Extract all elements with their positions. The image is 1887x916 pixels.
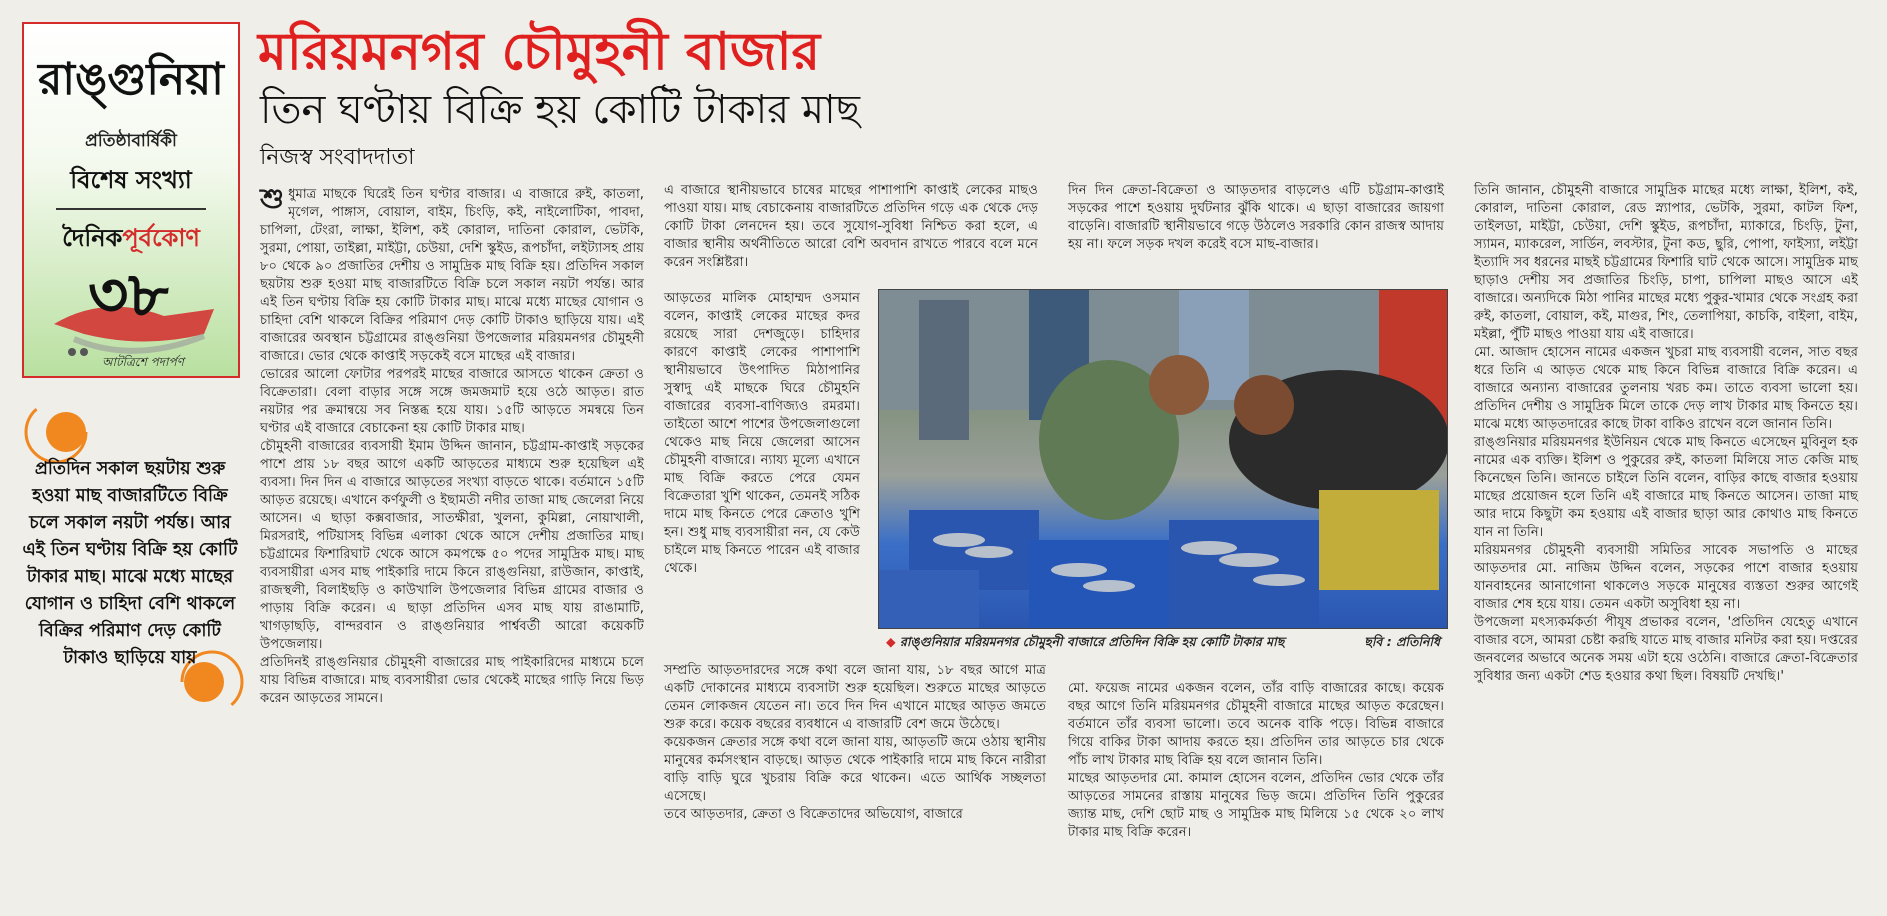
subheadline: তিন ঘণ্টায় বিক্রি হয় কোটি টাকার মাছ <box>260 87 860 133</box>
article-column-2-top <box>664 182 1038 272</box>
caption-text: রাঙ্গুনিয়ার মরিয়মনগর চৌমুহনী বাজারে প্রতিদিন বিক্রি হয় কোটি টাকার মাছ <box>899 634 1285 649</box>
fish-market-illustration <box>879 290 1447 628</box>
paragraph: মরিয়মনগর চৌমুহনী ব্যবসায়ী সমিতির সাবেক সভাপতি ও মাছের আড়তদার মো. নাজিম উদ্দিন বলেন, সড়কের পাশে বাজার হওয়ায় যানবাহনের আনাগোনা থাকলেও সড়কে মানুষের ব্যস্ততা শুরুর আগেই বাজার শেষ হয়ে যায়। তেমন একটা অসুবিধা হয় না। <box>1474 543 1858 612</box>
anniversary-number: ৩৮ <box>88 258 169 331</box>
pull-quote: প্রতিদিন সকাল ছয়টায় শুরু হওয়া মাছ বাজারটিতে বিক্রি চলে সকাল নয়টা পর্যন্ত। আর এই তিন ঘণ্টায় বিক্রি হয় কোটি টাকার মাছ। মাঝে মধ্যে মাছের যোগান ও চাহিদা বেশি থাকলে বিক্রির পরিমাণ দেড় কোটি টাকাও ছাড়িয়ে যায় <box>22 459 238 668</box>
paragraph <box>260 182 644 366</box>
drop-cap: শু <box>260 182 285 215</box>
article-column-2-middle <box>664 290 860 578</box>
headline: মরিয়মনগর চৌমুহনী বাজার <box>258 22 821 82</box>
photo-caption <box>886 634 1446 654</box>
sidebar-subtitle-anniversary: প্রতিষ্ঠাবার্ষিকী <box>85 131 177 151</box>
anniversary-box <box>22 22 240 378</box>
paragraph: উপজেলা মৎস্যকর্মকর্তা পীযূষ প্রভাকর বলেন, 'প্রতিদিন যেহেতু এখানে বাজার বসে, আমরা চেষ্টা করছি যাতে মাছ বাজার মনিটর করা হয়। দপ্তরের জনবলের অভাবে অনেক সময় এটা হয়ে ওঠেনি। বাজারে ক্রেতা-বিক্রেতার সুবিধার জন্য একটা শেড হওয়ার কথা ছিল। বিষয়টি দেখছি।' <box>1474 615 1858 684</box>
newspaper-name-main: পূর্বকোণ <box>122 224 200 252</box>
sidebar-subtitle-special-issue: বিশেষ সংখ্যা <box>70 166 192 194</box>
paragraph: প্রতিদিনই রাঙ্গুনিয়ার চৌমুহনী বাজারের মাছ পাইকারিদের মাধ্যমে চলে যায় বিভিন্ন বাজারে। মাছ ব্যবসায়ীরা ভোর থেকেই মাছের গাড়ি নিয়ে ভিড় করেন আড়তের সামনে। <box>260 655 644 706</box>
article-column-2-bottom <box>664 662 1046 824</box>
paragraph: সম্প্রতি আড়তদারদের সঙ্গে কথা বলে জানা যায়, ১৮ বছর আগে মাত্র একটি দোকানের মাধ্যমে ব্যবসাটা শুরু হয়েছিল। শুরুতে মাছের আড়তে তেমন লোকজন যেতেন না। তবে দিন দিন এখানে মাছের আড়ত জমতে শুরু করে। কয়েক বছরের ব্যবধানে এ বাজারটি বেশ জমে উঠেছে। <box>664 663 1046 732</box>
paragraph: কয়েকজন ক্রেতার সঙ্গে কথা বলে জানা যায়, আড়তটি জমে ওঠায় স্থানীয় মানুষের কর্মসংস্থান বাড়ছে। আড়ত থেকে পাইকারি দামে মাছ কিনে নারীরা বাড়ি বাড়ি ঘুরে খুচরায় বিক্রি করে থাকেন। এতে আর্থিক সচ্ছলতা এসেছে। <box>664 735 1046 804</box>
sidebar-divider <box>56 208 206 210</box>
paragraph-text: ধুমাত্র মাছকে ঘিরেই তিন ঘণ্টার বাজার। এ বাজারে রুই, কাতলা, মৃগেল, পাঙ্গাস, বোয়াল, বাইম, চিংড়ি, কই, নাইলোটিকা, পাবদা, চাপিলা, টেংরা, লাক্ষা, ইলিশ, কই কোরাল, দাতিনা কোরাল, ভেটকি, সুরমা, পোয়া, তাইল্লা, মাইট্টা, চেউয়া, দেশি স্কুইড, রূপচাঁদা, লইট্যাসহ প্রায় ৮০ থেকে ৯০ প্রজাতির দেশীয় ও সামুদ্রিক মাছ বিক্রি হয়। প্রতিদিন সকাল ছয়টায় শুরু হওয়া মাছ বাজারটিতে বিক্রি চলে সকাল নয়টা পর্যন্ত। আর এই তিন ঘণ্টায় বিক্রি হয় কোটি টাকার মাছ। মাঝে মধ্যে মাছের যোগান ও চাহিদা বেশি থাকলে বিক্রির পরিমাণ দেড় কোটি টাকাও ছাড়িয়ে যায়। এই বাজারের অবস্থান চট্টগ্রামের রাঙ্গুনিয়া উপজেলার মরিয়মনগর চৌমুহনী বাজারে। ভোর থেকে কাপ্তাই সড়কেই বসে মাছের এই বাজার। <box>260 187 644 364</box>
paragraph: মো. আজাদ হোসেন নামের একজন খুচরা মাছ ব্যবসায়ী বলেন, সাত বছর ধরে তিনি এ আড়ত থেকে মাছ কিনে বিভিন্ন বাজারে বিক্রি করেন। এ বাজারে অন্যান্য বাজারের তুলনায় খরচ কম। তাতে ব্যবসা ভালো হয়। প্রতিদিন দেশীয় ও সামুদ্রিক মিলে তাকে দেড় লাখ টাকার মাছ কিনতে হয়। মাঝে মধ্যে আড়তদারের কাছে টাকা বাকিও রাখেন বলে জানান তিনি। <box>1474 345 1858 432</box>
paragraph: দিন দিন ক্রেতা-বিক্রেতা ও আড়তদার বাড়লেও এটি চট্টগ্রাম-কাপ্তাই সড়কের পাশে হওয়ায় দুর্ঘটনার ঝুঁকি থাকে। এ ছাড়া বাজারের জায়গা বাড়েনি। বাজারটি স্থানীয়ভাবে গড়ে উঠলেও সরকারি কোন রাজস্ব আদায় হয় না। ফলে সড়ক দখল করেই বসে মাছ-বাজার। <box>1068 183 1444 252</box>
caption-bullet-icon: ◆ <box>886 634 896 649</box>
newspaper-name-prefix: দৈনিক <box>62 224 123 252</box>
paragraph: মো. ফয়েজ নামের একজন বলেন, তাঁর বাড়ি বাজারের কাছে। কয়েক বছর আগে তিনি মরিয়মনগর চৌমুহনী বাজারে মাছের আড়ত করেছেন। বর্তমানে তাঁর ব্যবসা ভালো। তবে অনেক বাকি পড়ে। বিভিন্ন বাজারে গিয়ে বাকির টাকা আদায় করতে হয়। প্রতিদিন তার আড়তে চার থেকে পাঁচ লাখ টাকার মাছ বিক্রি হয় বলে জানান তিনি। <box>1068 681 1444 768</box>
sidebar-tagline: আটত্রিশে পদার্পণ <box>102 355 184 369</box>
fish-market-photo <box>878 289 1448 629</box>
paragraph: এ বাজারে স্থানীয়ভাবে চাষের মাছের পাশাপাশি কাপ্তাই লেকের মাছও পাওয়া যায়। মাছ বেচাকেনায় বাজারটিতে প্রতিদিন গড়ে এক থেকে দেড় কোটি টাকা লেনদেন হয়। তবে সুযোগ-সুবিধা নিশ্চিত করা হলে, এ বাজার স্থানীয় অর্থনীতিতে আরো বেশি অবদান রাখতে পারবে বলে মনে করেন সংশ্লিষ্টরা। <box>664 183 1038 270</box>
photo-credit: ছবি : প্রতিনিধি <box>1364 634 1440 649</box>
paragraph: চৌমুহনী বাজারের ব্যবসায়ী ইমাম উদ্দিন জানান, চট্টগ্রাম-কাপ্তাই সড়কের পাশে প্রায় ১৮ বছর আগে একটি আড়তের মাধ্যমে শুরু হয়েছিল এই ব্যবসা। দিন দিন এ বাজারে আড়তের সংখ্যা বাড়তে থাকে। বর্তমানে ১৫টি আড়ত রয়েছে। এখানে কর্ণফুলী ও ইছামতী নদীর তাজা মাছ জেলেরা নিয়ে আসেন। এ ছাড়া কক্সবাজার, সাতক্ষীরা, খুলনা, কুমিল্লা, নোয়াখালী, মিরসরাই, পটিয়াসহ বিভিন্ন এলাকা থেকে আসে দেশীয় প্রজাতির মাছ। চট্টগ্রামের ফিশারিঘাট থেকে আসে কমপক্ষে ৫০ পদের সামুদ্রিক মাছ। মাছ ব্যবসায়ীরা এসব মাছ পাইকারি দামে কিনে রাঙ্গুনিয়া, রাউজান, কাপ্তাই, রাজস্থলী, বিলাইছড়ি ও কাউখালি উপজেলার বিভিন্ন গ্রামের বাজার ও পাড়ায় বিক্রি করেন। এ ছাড়া প্রতিদিন এসব মাছ যায় রাঙামাটি, খাগড়াছড়ি, বান্দরবান ও রাঙ্গুনিয়ার পার্শ্ববর্তী আরো কয়েকটি উপজেলায়। <box>260 439 644 652</box>
sidebar-title: রাঙ্গুনিয়া <box>38 54 224 105</box>
paragraph: তিনি জানান, চৌমুহনী বাজারে সামুদ্রিক মাছের মধ্যে লাক্ষা, ইলিশ, কই, কোরাল, দাতিনা কোরাল, রেড স্ন্যাপার, ভেটকি, সুরমা, কাটল ফিশ, তাইলডা, মাইট্টা, চেউয়া, দেশি স্কুইড, রূপচাঁদা, ম্যাকারে, চিংড়ি, টুনা, স্যামন, ম্যাকরেল, সার্ডিন, লবস্টার, টুনা কড, ছুরি, পোপা, ফাইস্যা, লইট্টা ইত্যাদি সব ধরনের মাছই চট্টগ্রামের ফিশারি ঘাট থেকে আসে। সামুদ্রিক মাছ ছাড়াও দেশীয় সব প্রজাতির চিংড়ি, চাপা, চাপিলা মাছও আসে এই বাজারে। অন্যদিকে মিঠা পানির মাছের মধ্যে পুকুর-খামার থেকে সংগ্রহ করা রুই, কাতলা, বোয়াল, কই, মাগুর, শিং, তেলাপিয়া, কাচকি, বাইলা, বাইম, মইল্লা, পুঁটি মাছও পাওয়া যায় এই বাজারে। <box>1474 183 1858 342</box>
paragraph: আড়তের মালিক মোহাম্মদ ওসমান বলেন, কাপ্তাই লেকের মাছের কদর রয়েছে সারা দেশজুড়ে। চাহিদার কারণে কাপ্তাই লেকের পাশাপাশি স্থানীয়ভাবে উৎপাদিত মিঠাপানির সুস্বাদু এই মাছকে ঘিরে চৌমুহনি বাজারের ব্যবসা-বাণিজ্যও রমরমা। তাইতো আশে পাশের উপজেলাগুলো থেকেও মাছ নিয়ে জেলেরা আসেন চৌমুহনী বাজারে। ন্যায্য মূল্যে এখানে মাছ বিক্রি করতে পেরে যেমন বিক্রেতারা খুশি থাকেন, তেমনই সঠিক দামে মাছ কিনতে পেরে ক্রেতাও খুশি হন। শুধু মাছ ব্যবসায়ীরা নন, যে কেউ চাইলে মাছ কিনতে পারেন এই বাজার থেকে। <box>664 291 860 576</box>
paragraph: রাঙ্গুনিয়ার মরিয়মনগর ইউনিয়ন থেকে মাছ কিনতে এসেছেন মুবিনুল হক নামের এক ব্যক্তি। ইলিশ ও পুকুরের রুই, কাতলা মিলিয়ে সাত কেজি মাছ কিনেছেন তিনি। জানতে চাইলে তিনি বলেন, বাড়ির কাছে বাজার হওয়ায় মাছের প্রয়োজন হলে তিনি এই বাজারে মাছ কিনতে আসেন। তাজা মাছ আর দামে কিছুটা কম হওয়ায় এই বাজার ছাড়া আর কোথাও মাছ কিনতে যান না তিনি। <box>1474 435 1858 540</box>
paragraph: ভোরের আলো ফোটার পরপরই মাছের বাজারে আসতে থাকেন ক্রেতা ও বিক্রেতারা। বেলা বাড়ার সঙ্গে সঙ্গে জমজমাট হয়ে ওঠে আড়ত। রাত নয়টার পর ক্রমান্বয়ে সব নিস্তব্ধ হয়ে যায়। ১৫টি আড়তে সমন্বয়ে তিন ঘণ্টার এই বাজারে বেচাকেনা হয় কোটি টাকার মাছ। <box>260 367 644 436</box>
paragraph: মাছের আড়তদার মো. কামাল হোসেন বলেন, প্রতিদিন ভোর থেকে তাঁর আড়তের সামনের রাস্তায় মানুষের ভিড় জমে। প্রতিদিন তিনি পুকুরের জ্যান্ত মাছ, দেশি ছোট মাছ ও সামুদ্রিক মাছ মিলিয়ে ১৫ থেকে ২০ লাখ টাকার মাছ বিক্রি করেন। <box>1068 771 1444 840</box>
article-column-4 <box>1474 182 1858 686</box>
article-column-3-bottom <box>1068 680 1444 842</box>
article-column-1 <box>260 182 644 708</box>
article-column-3-top <box>1068 182 1444 254</box>
paragraph: তবে আড়তদার, ক্রেতা ও বিক্রেতাদের অভিযোগ, বাজারে <box>664 807 963 822</box>
byline: নিজস্ব সংবাদদাতা <box>260 145 415 170</box>
